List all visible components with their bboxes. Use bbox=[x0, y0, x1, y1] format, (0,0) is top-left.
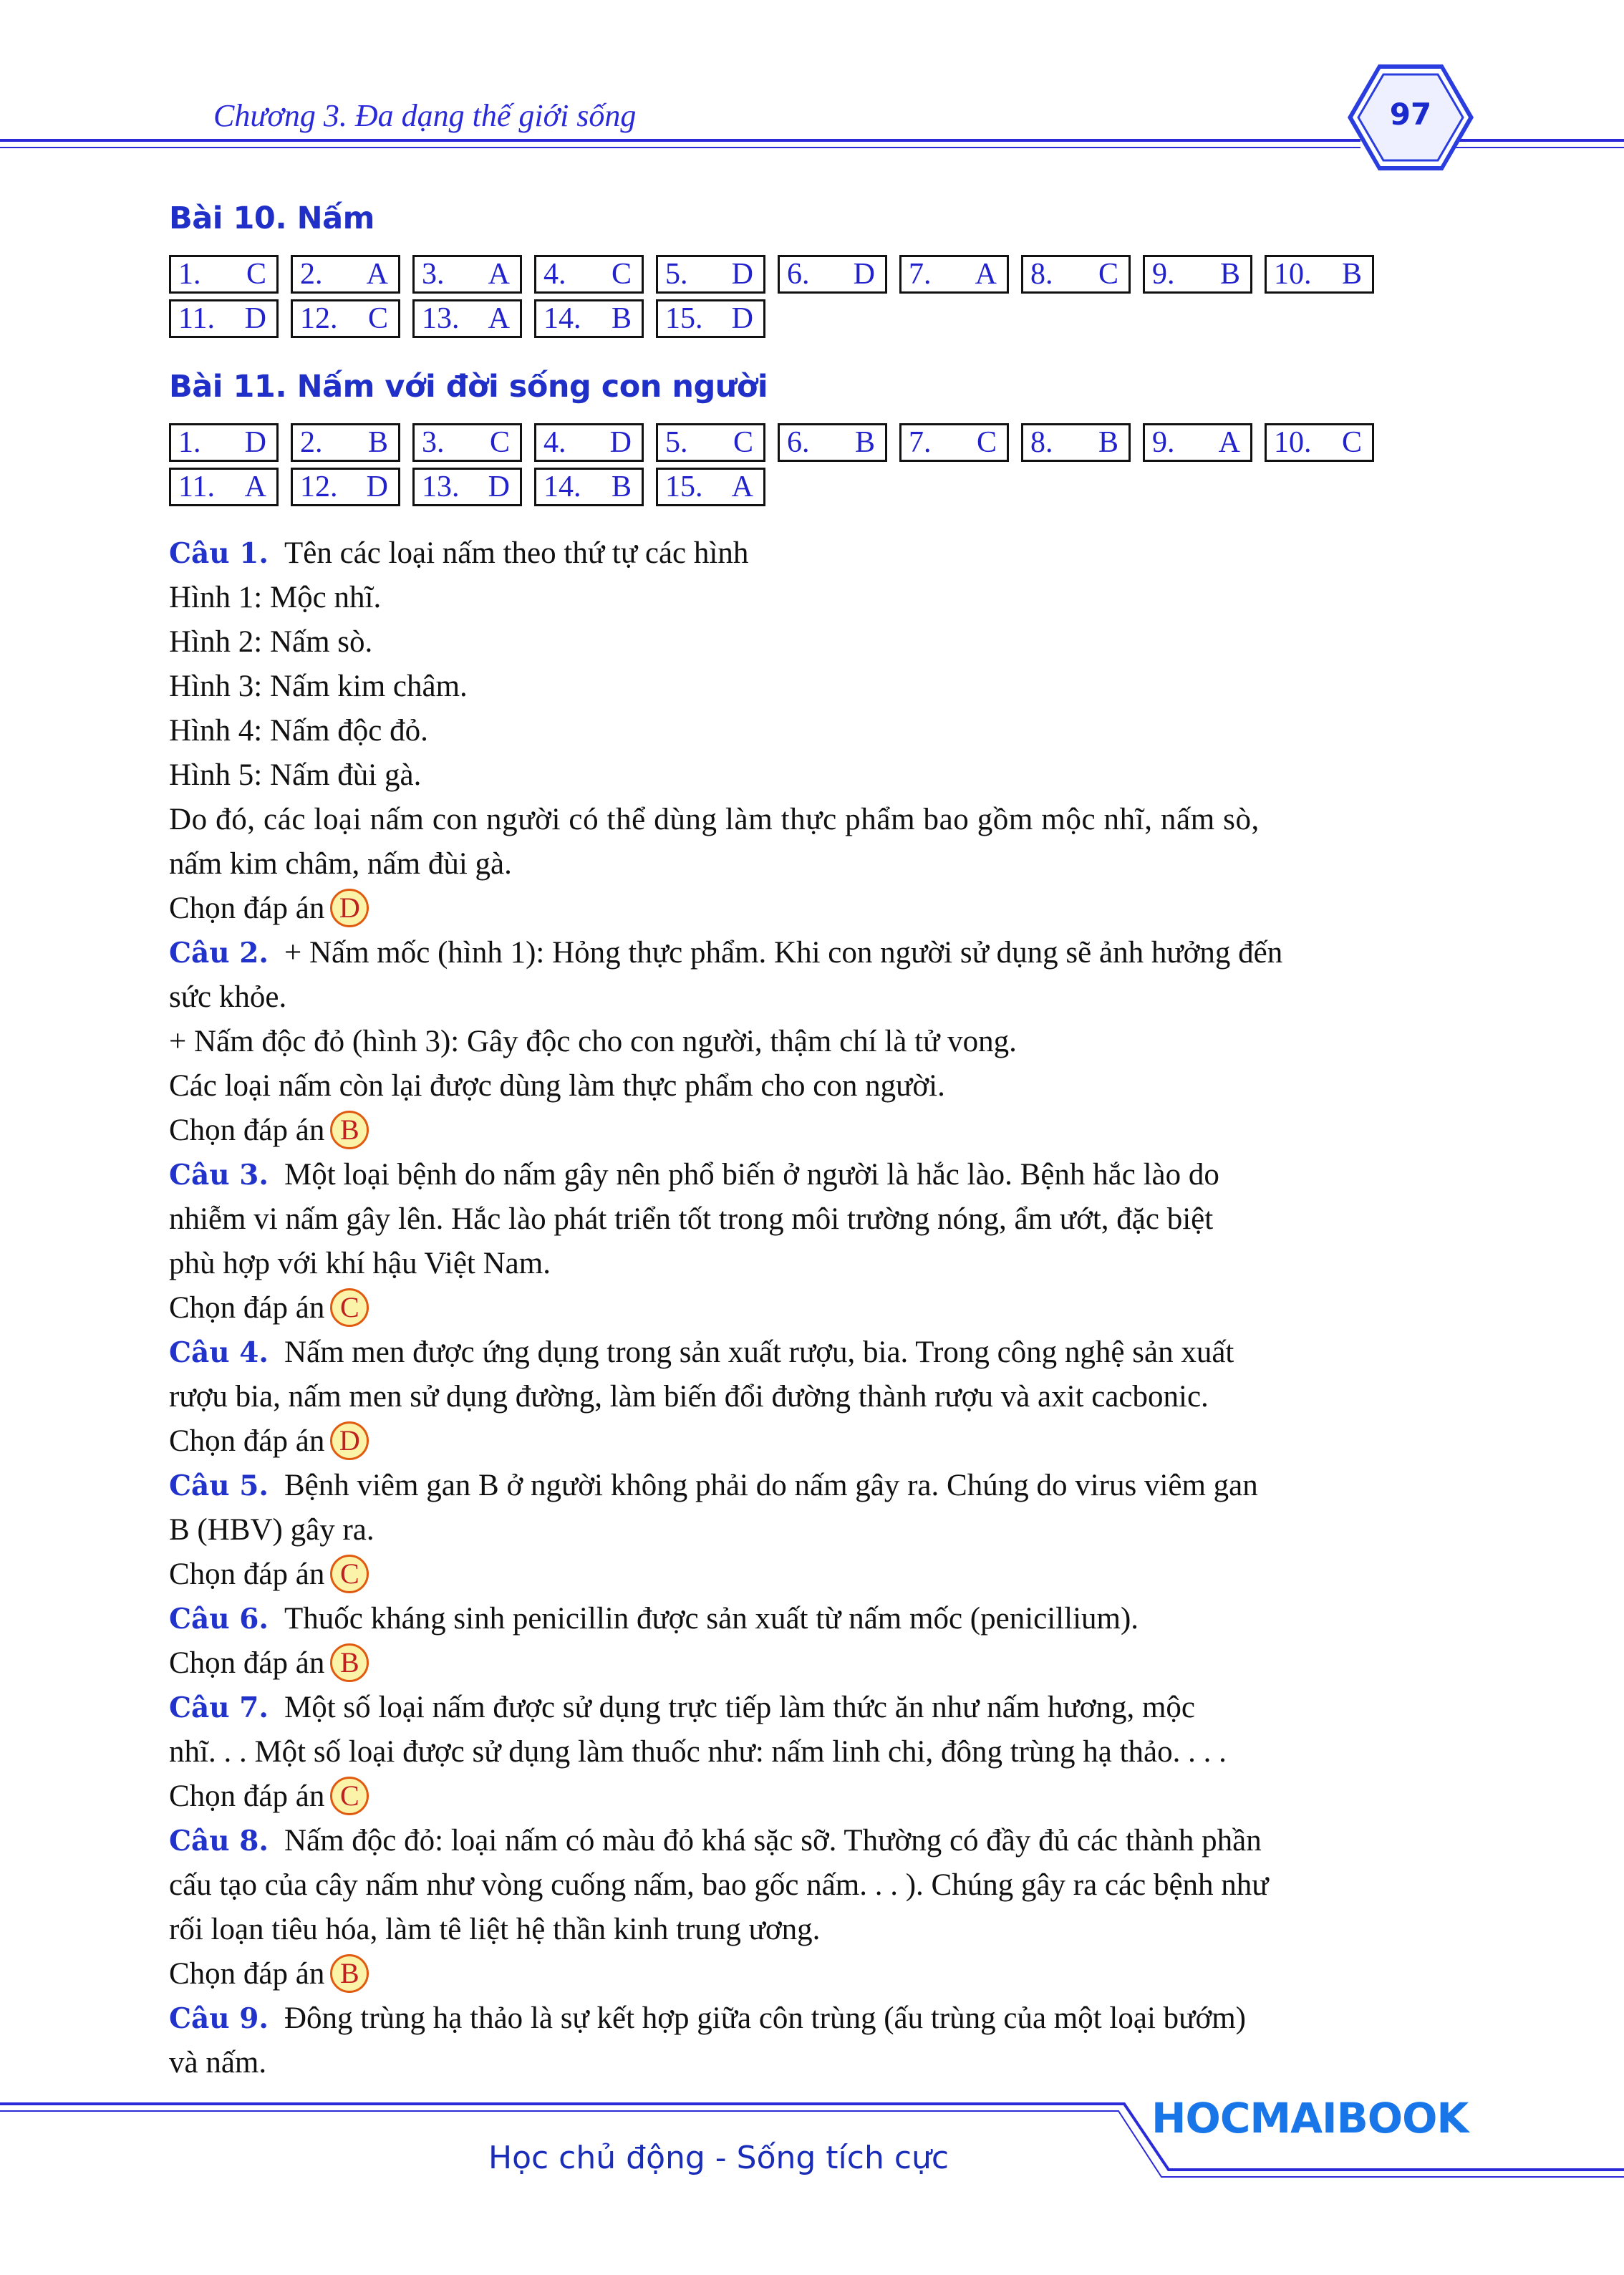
lesson-10-answers-row-1 bbox=[169, 255, 1386, 294]
answer-line: Chọn đáp án C bbox=[169, 1774, 1438, 1819]
answer-cell: 9. A bbox=[1143, 423, 1252, 462]
lesson-10-answers-row-2 bbox=[169, 299, 778, 338]
answer-line: Chọn đáp án C bbox=[169, 1552, 1438, 1597]
answer-cell: 15. A bbox=[656, 468, 765, 506]
text-line: B (HBV) gây ra. bbox=[169, 1513, 374, 1547]
answer-cell: 13. D bbox=[412, 468, 522, 506]
text-line: Do đó, các loại nấm con người có thể dùng làm thực phẩm bao gồm mộc nhĩ, nấm sò, bbox=[169, 803, 1260, 836]
chapter-title: Chương 3. Đa dạng thế giới sống bbox=[213, 98, 637, 133]
answer-cell: 6. B bbox=[778, 423, 887, 462]
answer-line: Chọn đáp án B bbox=[169, 1952, 1438, 1996]
text-line: nhĩ. . . Một số loại được sử dụng làm thuốc như: nấm linh chi, đông trùng hạ thảo. . . . bbox=[169, 1735, 1227, 1769]
answer-cell: 8. B bbox=[1021, 423, 1131, 462]
question-label: Câu 5. bbox=[169, 1469, 269, 1502]
answer-cell: 11. A bbox=[169, 468, 279, 506]
text-line: cấu tạo của cây nấm như vòng cuống nấm, bao gốc nấm. . . ). Chúng gây ra các bệnh như bbox=[169, 1868, 1269, 1902]
brand-logo: HOCMAIBOOK bbox=[1151, 2094, 1469, 2143]
text-line: Hình 5: Nấm đùi gà. bbox=[169, 758, 422, 792]
answer-cell: 12. D bbox=[291, 468, 400, 506]
answer-cell: 2. A bbox=[291, 255, 400, 294]
text-line: rượu bia, nấm men sử dụng đường, làm biến đổi đường thành rượu và axit cacbonic. bbox=[169, 1380, 1209, 1414]
answer-cell: 15. D bbox=[656, 299, 765, 338]
answer-cell: 10. B bbox=[1265, 255, 1374, 294]
text-line: Hình 1: Mộc nhĩ. bbox=[169, 581, 382, 614]
text-line: rối loạn tiêu hóa, làm tê liệt hệ thần kinh trung ương. bbox=[169, 1913, 821, 1946]
answer-cell: 9. B bbox=[1143, 255, 1252, 294]
answer-cell: 4. D bbox=[534, 423, 644, 462]
answer-cell: 5. D bbox=[656, 255, 765, 294]
solutions-body: Câu 1. Tên các loại nấm theo thứ tự các hình Hình 1: Mộc nhĩ. Hình 2: Nấm sò. Hình 3: Nấm kim châm. Hình 4: Nấm độc đỏ. Hình 5: Nấm đùi gà. Do đó, các loại nấm con người có thể dùng làm thực phẩm bao gồm mộc nhĩ, nấm sò, nấm kim châm, nấm đùi gà. Chọn đáp án D Câu 2. + Nấm mốc (hình 1): Hỏng thực phẩm. Khi con người sử dụng sẽ ảnh hưởng đến sức khỏe. + Nấm độc đỏ (hình 3): Gây độc cho con người, thậm chí là tử vong. Các loại nấm còn lại được dùng làm thực phẩm cho con người. Chọn đáp án B Câu 3. Một loại bệnh do nấm gây nên phổ biến ở người là hắc lào. Bệnh hắc lào do nhiễm vi nấm gây lên. Hắc lào phát triển tốt trong môi trường nóng, ẩm ướt, đặc biệt phù hợp với khí hậu Việt Nam. Chọn đáp án C Câu 4. Nấm men được ứng dụng trong sản xuất rượu, bia. Trong công nghệ sản xuất rượu bia, nấm men sử dụng đường, làm biến đổi đường thành rượu và axit cacbonic. Chọn đáp án D Câu 5. Bệnh viêm gan B ở người không phải do nấm gây ra. Chúng do virus viêm gan B (HBV) gây ra. Chọn đáp án C Câu 6. Thuốc kháng sinh penicillin được sản xuất từ nấm mốc (penicillium). Chọn đáp án B Câu 7. Một số loại nấm được sử dụng trực tiếp làm thức ăn như nấm hương, mộc nhĩ. . . Một số loại được sử dụng làm thuốc như: nấm linh chi, đông trùng hạ thảo. . . . Chọn đáp án C Câu 8. Nấm độc đỏ: loại nấm có màu đỏ khá sặc sỡ. Thường có đầy đủ các thành phần cấu tạo của cây nấm như vòng cuống nấm, bao gốc nấm. . . ). Chúng gây ra các bệnh như rối loạn tiêu hóa, làm tê liệt hệ thần kinh trung ương. Chọn đáp án B Câu 9. Đông trùng hạ thảo là sự kết hợp giữa côn trùng (ấu trùng của một loại bướm) và nấm. bbox=[169, 531, 1438, 2085]
answer-cell: 7. C bbox=[899, 423, 1009, 462]
text-line: + Nấm độc đỏ (hình 3): Gây độc cho con người, thậm chí là tử vong. bbox=[169, 1025, 1017, 1058]
answer-line: Chọn đáp án D bbox=[169, 887, 1438, 931]
answer-circle: B bbox=[330, 1111, 369, 1149]
answer-line: Chọn đáp án B bbox=[169, 1108, 1438, 1153]
lesson-10-title: Bài 10. Nấm bbox=[169, 201, 374, 236]
text-line: và nấm. bbox=[169, 2046, 267, 2080]
question-label: Câu 9. bbox=[169, 2002, 269, 2035]
answer-cell: 14. B bbox=[534, 299, 644, 338]
text-line: phù hợp với khí hậu Việt Nam. bbox=[169, 1247, 551, 1280]
answer-cell: 13. A bbox=[412, 299, 522, 338]
text-line: Hình 3: Nấm kim châm. bbox=[169, 670, 468, 703]
question-label: Câu 2. bbox=[169, 937, 269, 970]
text-line: nấm kim châm, nấm đùi gà. bbox=[169, 847, 512, 881]
answer-cell: 1. D bbox=[169, 423, 279, 462]
answer-circle: C bbox=[330, 1288, 369, 1327]
lesson-11-title: Bài 11. Nấm với đời sống con người bbox=[169, 369, 768, 405]
text-line: sức khỏe. bbox=[169, 980, 287, 1014]
answer-cell: 7. A bbox=[899, 255, 1009, 294]
answer-cell: 6. D bbox=[778, 255, 887, 294]
answer-cell: 3. A bbox=[412, 255, 522, 294]
page-number: 97 bbox=[1389, 97, 1432, 132]
lesson-11-answers-row-1 bbox=[169, 423, 1386, 462]
answer-line: Chọn đáp án D bbox=[169, 1419, 1438, 1464]
question-label: Câu 8. bbox=[169, 1825, 269, 1858]
answer-cell: 1. C bbox=[169, 255, 279, 294]
answer-cell: 10. C bbox=[1265, 423, 1374, 462]
question-label: Câu 7. bbox=[169, 1691, 269, 1724]
text-line: Hình 4: Nấm độc đỏ. bbox=[169, 714, 428, 748]
answer-cell: 12. C bbox=[291, 299, 400, 338]
lesson-11-answers-row-2 bbox=[169, 468, 778, 506]
answer-line: Chọn đáp án C bbox=[169, 1286, 1438, 1330]
answer-circle: B bbox=[330, 1954, 369, 1993]
text-line: Các loại nấm còn lại được dùng làm thực phẩm cho con người. bbox=[169, 1069, 945, 1103]
answer-cell: 4. C bbox=[534, 255, 644, 294]
answer-circle: C bbox=[330, 1777, 369, 1815]
text-line: Hình 2: Nấm sò. bbox=[169, 625, 373, 659]
footer-slogan: Học chủ động - Sống tích cực bbox=[488, 2140, 949, 2176]
text-line: nhiễm vi nấm gây lên. Hắc lào phát triển tốt trong môi trường nóng, ẩm ướt, đặc biệt bbox=[169, 1202, 1214, 1236]
answer-line: Chọn đáp án B bbox=[169, 1641, 1438, 1686]
answer-cell: 8. C bbox=[1021, 255, 1131, 294]
question-label: Câu 1. bbox=[169, 537, 269, 570]
answer-cell: 14. B bbox=[534, 468, 644, 506]
question-label: Câu 6. bbox=[169, 1603, 269, 1636]
answer-cell: 3. C bbox=[412, 423, 522, 462]
answer-cell: 2. B bbox=[291, 423, 400, 462]
answer-circle: B bbox=[330, 1643, 369, 1682]
question-label: Câu 3. bbox=[169, 1159, 269, 1192]
answer-cell: 5. C bbox=[656, 423, 765, 462]
answer-circle: C bbox=[330, 1555, 369, 1593]
answer-circle: D bbox=[330, 1421, 369, 1460]
question-label: Câu 4. bbox=[169, 1336, 269, 1369]
answer-circle: D bbox=[330, 889, 369, 927]
answer-cell: 11. D bbox=[169, 299, 279, 338]
